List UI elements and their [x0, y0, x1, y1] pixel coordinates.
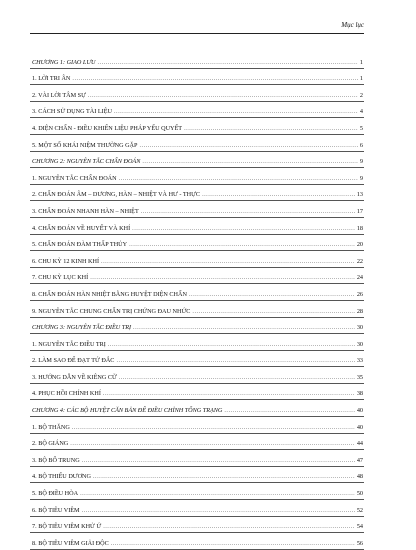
toc-page-number: 40 — [356, 407, 363, 415]
toc-entry-label: 7. BỘ TIÊU VIÊM KHỬ Ứ — [32, 523, 102, 531]
toc-dot-leader — [192, 308, 354, 315]
toc-entry-row[interactable] — [30, 367, 364, 384]
toc-page-number: 30 — [356, 324, 363, 332]
toc-page-number: 40 — [356, 423, 363, 431]
toc-page-number: 26 — [356, 290, 363, 298]
toc-entry-row[interactable] — [30, 251, 364, 268]
toc-entry-row[interactable] — [30, 533, 364, 550]
toc-entry-row[interactable] — [30, 467, 364, 484]
toc-entry-label: 7. CHU KỲ LỤC KHÍ — [32, 274, 89, 282]
toc-dot-leader — [97, 59, 357, 66]
toc-entry-row[interactable] — [30, 185, 364, 202]
toc-page-number: 22 — [356, 257, 363, 265]
toc-dot-leader — [93, 473, 355, 480]
toc-page-number: 1 — [359, 58, 363, 66]
toc-entry-label: 5. MỘT SỐ KHÁI NIỆM THƯỜNG GẶP — [32, 141, 138, 149]
toc-entry-label: 2. VÀI LỜI TÂM SỰ — [32, 91, 86, 99]
toc-dot-leader — [202, 191, 355, 198]
toc-dot-leader — [101, 258, 355, 265]
toc-entry-label: 2. LÀM SAO ĐỂ ĐẠT TỨ ĐẮC — [32, 357, 115, 365]
toc-entry-row[interactable] — [30, 434, 364, 451]
toc-page-number: 17 — [356, 207, 363, 215]
toc-entry-label: 3. BỘ BỔ TRUNG — [32, 456, 80, 464]
toc-entry-label: 3. HƯỚNG DẪN VỀ KIÊNG CỮ — [32, 373, 117, 381]
toc-dot-leader — [132, 225, 355, 232]
toc-page-number: 38 — [356, 390, 363, 398]
toc-entry-row[interactable] — [30, 500, 364, 517]
toc-page-number: 2 — [359, 91, 363, 99]
toc-entry-label: 1. LỜI TRI ÂN — [32, 75, 71, 83]
toc-entry-row[interactable] — [30, 384, 364, 401]
toc-chapter-row[interactable] — [30, 318, 364, 335]
toc-dot-leader — [103, 523, 355, 530]
toc-page-number: 4 — [359, 108, 363, 116]
toc-entry-label: CHƯƠNG 3: NGUYÊN TẮC ĐIỀU TRỊ — [32, 324, 132, 332]
toc-dot-leader — [116, 357, 354, 364]
toc-page-number: 5 — [359, 124, 363, 132]
toc-dot-leader — [82, 507, 355, 514]
toc-page-number: 1 — [359, 75, 363, 83]
toc-entry-row[interactable] — [30, 118, 364, 135]
toc-entry-label: 6. CHU KỲ 12 KINH KHÍ — [32, 257, 100, 265]
toc-page-number: 52 — [356, 506, 363, 514]
toc-page-number: 18 — [356, 224, 363, 232]
toc-page-number: 30 — [356, 340, 363, 348]
toc-entry-label: 4. DIỆN CHẨN - ĐIỀU KHIỂN LIỆU PHÁP YẾU QUYẾT — [32, 124, 183, 132]
toc-dot-leader — [114, 108, 358, 115]
toc-entry-label: 4. BỘ THIẾU DƯƠNG — [32, 473, 91, 481]
toc-entry-label: 5. BỘ ĐIỀU HÒA — [32, 490, 79, 498]
toc-page-number: 47 — [356, 456, 363, 464]
toc-page-number: 20 — [356, 241, 363, 249]
toc-entry-label: 1. BỘ THĂNG — [32, 423, 70, 431]
toc-entry-row[interactable] — [30, 417, 364, 434]
toc-entry-label: 4. PHỤC HỒI CHÍNH KHÍ — [32, 390, 101, 398]
toc-dot-leader — [139, 142, 357, 149]
toc-chapter-row[interactable] — [30, 400, 364, 417]
toc-chapter-row[interactable] — [30, 152, 364, 169]
toc-dot-leader — [129, 241, 355, 248]
toc-dot-leader — [189, 291, 355, 298]
toc-page-number: 54 — [356, 523, 363, 531]
toc-entry-label: 9. NGUYÊN TẮC CHUNG CHẨN TRỊ CHỨNG ĐAU NHỨC — [32, 307, 191, 315]
toc-entry-row[interactable] — [30, 168, 364, 185]
toc-page-number: 28 — [356, 307, 363, 315]
toc-page-number: 50 — [356, 490, 363, 498]
toc-dot-leader — [224, 407, 354, 414]
toc-entry-label: 5. CHẨN ĐOÁN ĐÀM THẤP THỦY — [32, 241, 128, 249]
toc-entry-label: 2. CHẨN ĐOÁN ÂM – DƯƠNG, HÀN – NHIỆT VÀ HƯ - THỰC — [32, 191, 201, 199]
table-of-contents — [30, 52, 364, 550]
toc-page-number: 56 — [356, 539, 363, 547]
toc-dot-leader — [88, 92, 358, 99]
toc-entry-row[interactable] — [30, 334, 364, 351]
toc-entry-row[interactable] — [30, 268, 364, 285]
toc-entry-label: CHƯƠNG 2: NGUYÊN TẮC CHẨN ĐOÁN — [32, 158, 141, 166]
toc-chapter-row[interactable] — [30, 52, 364, 69]
toc-entry-row[interactable] — [30, 218, 364, 235]
toc-page-number: 33 — [356, 357, 363, 365]
toc-dot-leader — [70, 440, 355, 447]
toc-page-number: 6 — [359, 141, 363, 149]
toc-dot-leader — [133, 324, 355, 331]
toc-dot-leader — [184, 125, 358, 132]
toc-dot-leader — [111, 540, 355, 547]
toc-dot-leader — [90, 274, 355, 281]
toc-dot-leader — [82, 457, 355, 464]
toc-dot-leader — [72, 424, 355, 431]
toc-dot-leader — [72, 75, 358, 82]
toc-entry-row[interactable] — [30, 201, 364, 218]
toc-page-number: 9 — [359, 158, 363, 166]
toc-entry-label: 6. BỘ TIÊU VIÊM — [32, 506, 80, 514]
toc-entry-label: 8. BỘ TIÊU VIÊM GIẢI ĐỘC — [32, 539, 109, 547]
toc-entry-row[interactable] — [30, 301, 364, 318]
toc-entry-row[interactable] — [30, 517, 364, 534]
toc-entry-row[interactable] — [30, 351, 364, 368]
toc-page-number: 44 — [356, 440, 363, 448]
toc-entry-label: 4. CHẨN ĐOÁN VỀ HUYẾT VÀ KHÍ — [32, 224, 131, 232]
toc-entry-row[interactable] — [30, 483, 364, 500]
toc-entry-row[interactable] — [30, 85, 364, 102]
toc-dot-leader — [141, 208, 355, 215]
toc-entry-row[interactable] — [30, 450, 364, 467]
toc-page-number: 48 — [356, 473, 363, 481]
toc-page-number: 35 — [356, 373, 363, 381]
toc-entry-label: CHƯƠNG 4: CÁC BỘ HUYỆT CĂN BẢN ĐỂ ĐIỀU CHỈNH TỔNG TRẠNG — [32, 407, 223, 415]
page-header-title: Mục lục — [341, 21, 364, 29]
toc-entry-label: 2. BỘ GIÁNG — [32, 440, 69, 448]
toc-entry-row[interactable] — [30, 284, 364, 301]
toc-dot-leader — [119, 175, 358, 182]
toc-dot-leader — [108, 341, 355, 348]
toc-entry-row[interactable] — [30, 69, 364, 86]
toc-entry-label: 1. NGUYÊN TẮC ĐIỀU TRỊ — [32, 340, 106, 348]
header-divider — [30, 33, 364, 34]
toc-entry-label: CHƯƠNG 1: GIAO LƯU — [32, 58, 96, 66]
toc-dot-leader — [103, 390, 355, 397]
toc-page-number: 13 — [356, 191, 363, 199]
toc-entry-label: 3. CÁCH SỬ DỤNG TÀI LIỆU — [32, 108, 112, 116]
toc-entry-label: 3. CHẨN ĐOÁN NHANH HÀN – NHIỆT — [32, 207, 139, 215]
toc-entry-row[interactable] — [30, 235, 364, 252]
toc-dot-leader — [119, 374, 355, 381]
toc-dot-leader — [80, 490, 355, 497]
toc-page-number: 9 — [359, 174, 363, 182]
toc-page-number: 24 — [356, 274, 363, 282]
toc-entry-label: 1. NGUYÊN TẮC CHẨN ĐOÁN — [32, 174, 117, 182]
toc-dot-leader — [142, 158, 358, 165]
toc-entry-row[interactable] — [30, 102, 364, 119]
toc-entry-row[interactable] — [30, 135, 364, 152]
toc-entry-label: 8. CHẨN ĐOÁN HÀN NHIỆT BẰNG HUYỆT DIỆN CHẨN — [32, 290, 187, 298]
